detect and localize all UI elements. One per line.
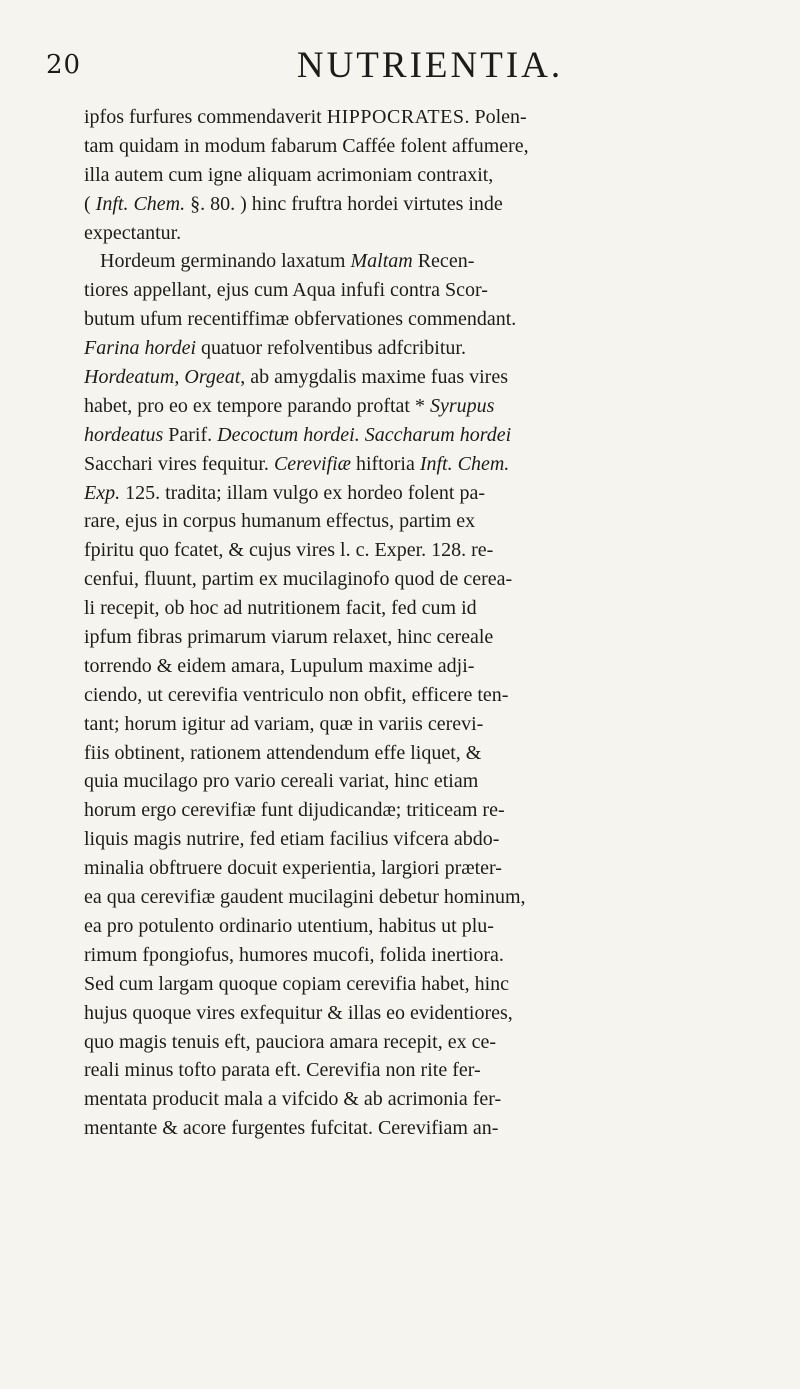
text-line: ipfum fibras primarum viarum relaxet, hinc cereale <box>84 626 494 649</box>
text-line: mentante & acore furgentes fufcitat. Cerevifiam an- <box>84 1117 499 1140</box>
text-line: fiis obtinent, rationem attendendum effe liquet, & <box>84 741 482 764</box>
text-line: hordeatus Parif. Decoctum hordei. Saccharum hordei <box>84 423 512 446</box>
text-line: ea pro potulento ordinario utentium, habitus ut plu- <box>84 914 494 937</box>
text-line: li recepit, ob hoc ad nutritionem facit, fed cum id <box>84 597 477 620</box>
text-line: Farina hordei quatuor refolventibus adfcribitur. <box>84 337 466 360</box>
text-line: illa autem cum igne aliquam acrimoniam contraxit, <box>84 163 494 186</box>
text-line: cenfui, fluunt, partim ex mucilaginofo quod de cerea- <box>84 568 513 591</box>
text-line: Hordeatum, Orgeat, ab amygdalis maxime fuas vires <box>84 366 509 389</box>
text-line: Exp. 125. tradita; illam vulgo ex hordeo folent pa- <box>84 481 485 504</box>
text-line: mentata producit mala a vifcido & ab acrimonia fer- <box>84 1088 502 1111</box>
text-line: quia mucilago pro vario cereali variat, hinc etiam <box>84 770 479 793</box>
text-line: horum ergo cerevifiæ funt dijudicandæ; triticeam re- <box>84 799 505 822</box>
text-line: ea qua cerevifiæ gaudent mucilagini debetur hominum, <box>84 886 526 909</box>
text-line: butum ufum recentiffimæ obfervationes commendant. <box>84 308 517 331</box>
body-text <box>84 103 756 1143</box>
text-line: liquis magis nutrire, fed etiam facilius vifcera abdo- <box>84 828 500 851</box>
text-line: fpiritu quo fcatet, & cujus vires l. c. Exper. 128. re- <box>84 539 494 562</box>
text-line: reali minus tofto parata eft. Cerevifia non rite fer- <box>84 1059 481 1082</box>
text-line: Sacchari vires fequitur. Cerevifiæ hiftoria Inft. Chem. <box>84 452 510 475</box>
text-line: torrendo & eidem amara, Lupulum maxime adji- <box>84 654 475 677</box>
running-title: NUTRIENTIA. <box>296 45 564 86</box>
text-line: Hordeum germinando laxatum Maltam Recen- <box>100 250 475 273</box>
text-line: tiores appellant, ejus cum Aqua infufi contra Scor- <box>84 279 488 302</box>
text-line: Sed cum largam quoque copiam cerevifia habet, hinc <box>84 972 510 995</box>
text-line: tam quidam in modum fabarum Caffée folent affumere, <box>84 134 529 157</box>
text-line: minalia obftruere docuit experientia, largiori præter- <box>84 857 502 880</box>
text-line: habet, pro eo ex tempore parando proftat * Syrupus <box>84 394 495 417</box>
text-line: ciendo, ut cerevifia ventriculo non obfit, efficere ten- <box>84 683 509 706</box>
text-line: quo magis tenuis eft, pauciora amara recepit, ex ce- <box>84 1030 497 1053</box>
text-line: expectantur. <box>84 221 182 244</box>
text-line: ipfos furfures commendaverit HIPPOCRATES. Polen- <box>84 106 527 128</box>
page-header <box>0 44 800 94</box>
text-line: hujus quoque vires exfequitur & illas eo evidentiores, <box>84 1001 513 1024</box>
text-line: rimum fpongiofus, humores mucofi, folida inertiora. <box>84 943 504 966</box>
text-line: rare, ejus in corpus humanum effectus, partim ex <box>84 510 476 533</box>
text-line: ( Inft. Chem. §. 80. ) hinc fruftra hordei virtutes inde <box>84 192 503 215</box>
text-line: tant; horum igitur ad variam, quæ in variis cerevi- <box>84 712 484 735</box>
page-number: 20 <box>46 50 82 80</box>
